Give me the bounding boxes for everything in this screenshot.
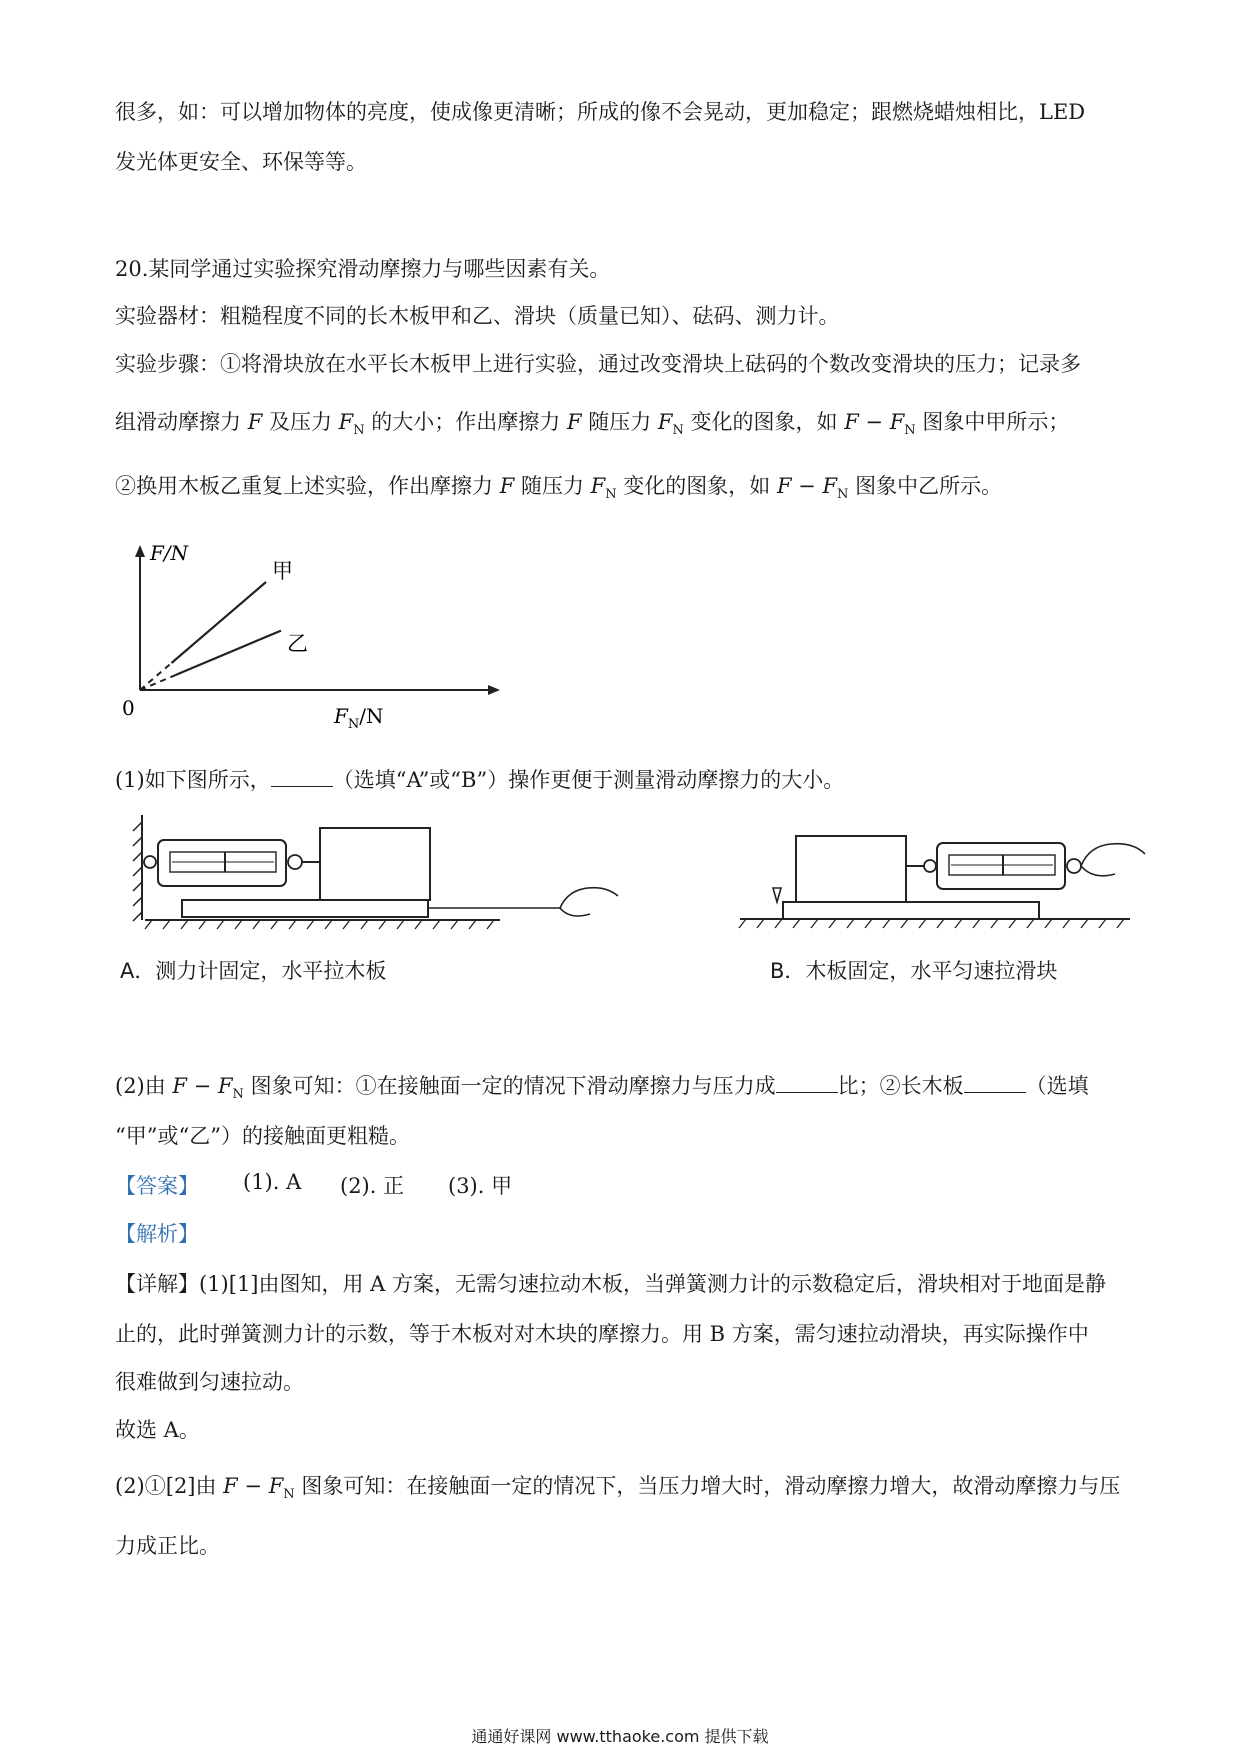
question-title: 20.某同学通过实验探究滑动摩擦力与哪些因素有关。 — [115, 257, 611, 281]
answer-3: (3). 甲 — [448, 1174, 513, 1198]
detail-line-1: 【详解】(1)[1]由图知，用 A 方案，无需匀速拉动木板，当弹簧测力计的示数稳定后，滑块相对于地面是静 — [115, 1272, 1107, 1296]
answer-2: (2). 正 — [340, 1174, 405, 1198]
x-axis-arrow — [488, 685, 500, 695]
intro-line-1: 很多，如：可以增加物体的亮度，使成像更清晰；所成的像不会晃动，更加稳定；跟燃烧蜡烛相比，LED — [115, 100, 1086, 124]
intro-line-2: 发光体更安全、环保等等。 — [115, 150, 367, 174]
series-line-1 — [172, 582, 267, 663]
answer-blank-1 — [271, 768, 333, 787]
q1-line: (1)如下图所示， （选填“A”或“B”）操作更便于测量滑动摩擦力的大小。 — [115, 768, 845, 792]
answer-line: 【答案】 — [115, 1174, 199, 1198]
series-label-2: 乙 — [287, 631, 308, 656]
answer-blank-2 — [776, 1074, 838, 1093]
detail-line-3: 很难做到匀速拉动。 — [115, 1370, 304, 1394]
detail-line-4: 故选 A。 — [115, 1418, 200, 1442]
series-dash-1 — [140, 663, 172, 690]
steps-line-3: ②换用木板乙重复上述实验，作出摩擦力 F 随压力 $F_N$ 变化的图象，如 $F - F_N$ 图象中乙所示。 — [115, 474, 1003, 503]
steps-line-1: 实验步骤：①将滑块放在水平长木板甲上进行实验，通过改变滑块上砝码的个数改变滑块的压力；记录多 — [115, 352, 1081, 376]
caption-a: A．测力计固定，水平拉木板 — [120, 959, 387, 983]
answer-1: (1). A — [243, 1170, 302, 1194]
series-line-2 — [175, 631, 281, 676]
figure-a — [133, 815, 618, 929]
page-footer: 通通好课网 www.tthaoke.com 提供下载 — [471, 1727, 769, 1746]
caption-b: B．木板固定，水平匀速拉滑块 — [770, 959, 1058, 983]
origin-label: 0 — [122, 696, 135, 720]
q2-line-1: (2)由 $F - F_N$ 图象可知：①在接触面一定的情况下滑动摩擦力与压力成 比；②长木板 （选填 — [115, 1074, 1089, 1103]
q2-line-2: “甲”或“乙”）的接触面更粗糙。 — [115, 1124, 410, 1148]
answer-blank-3 — [964, 1074, 1026, 1093]
materials-line: 实验器材：粗糙程度不同的长木板甲和乙、滑块（质量已知）、砝码、测力计。 — [115, 304, 840, 328]
figure-b — [739, 836, 1145, 928]
detail-line-5: (2)①[2]由 $F - F_N$ 图象可知：在接触面一定的情况下，当压力增大时，滑动摩擦力增大，故滑动摩擦力与压 — [115, 1474, 1121, 1503]
y-axis-arrow — [135, 545, 145, 557]
analysis-tag: 【解析】 — [115, 1222, 199, 1246]
series-dash-2 — [140, 675, 175, 690]
steps-line-2: 组滑动摩擦力 F 及压力 $F_N$ 的大小；作出摩擦力 F 随压力 $F_N$ 变化的图象，如 $F - F_N$ 图象中甲所示； — [115, 410, 1070, 439]
x-axis-label: $F_N/N$ — [334, 704, 384, 732]
y-axis-label: F/N — [150, 541, 189, 565]
detail-line-2: 止的，此时弹簧测力计的示数，等于木板对对木块的摩擦力。用 B 方案，需匀速拉动滑块，再实际操作中 — [115, 1322, 1089, 1346]
series-label-1: 甲 — [272, 559, 293, 583]
detail-line-6: 力成正比。 — [115, 1534, 220, 1558]
